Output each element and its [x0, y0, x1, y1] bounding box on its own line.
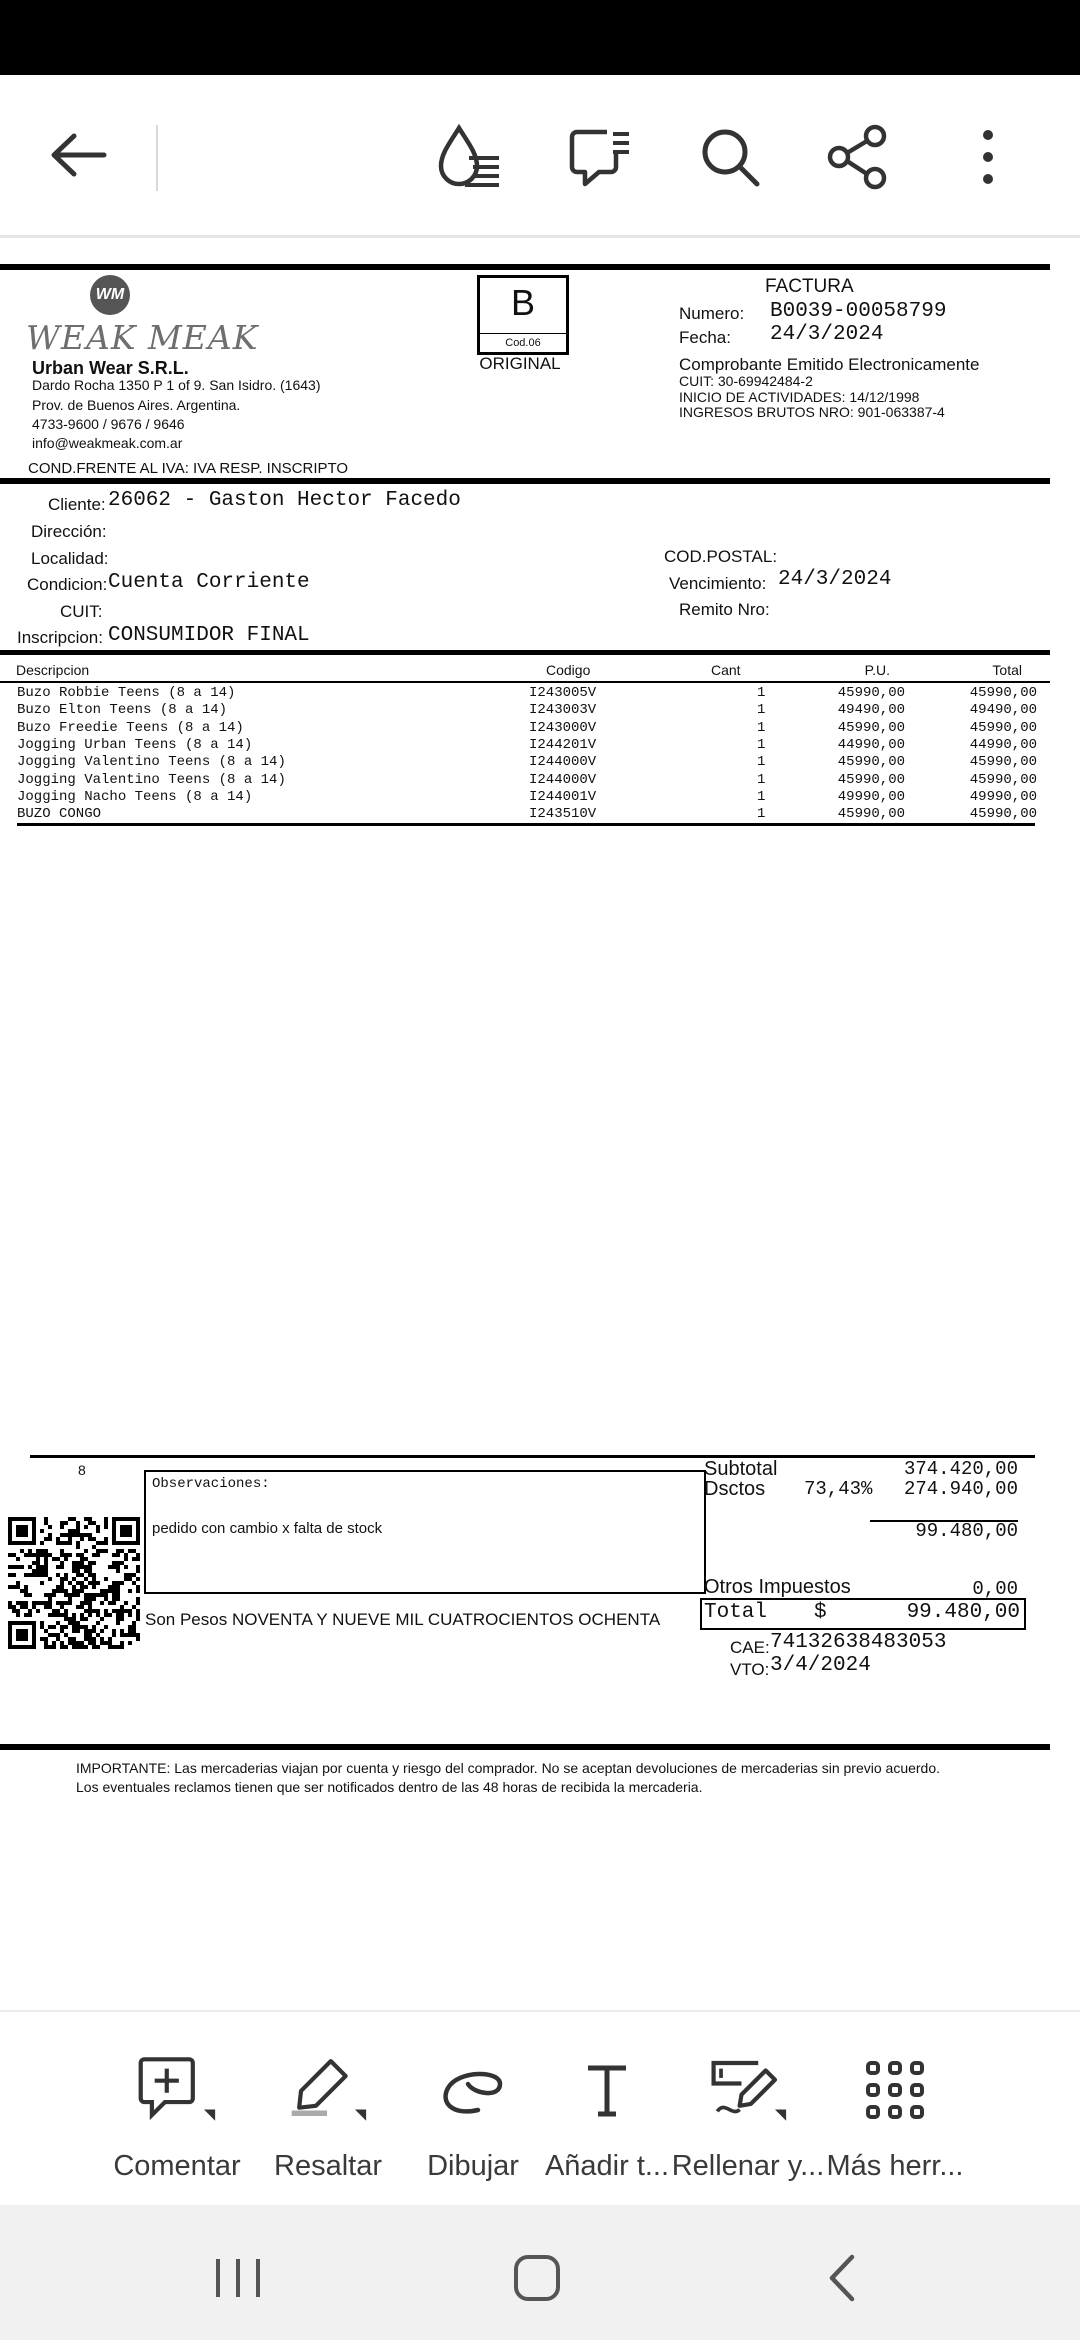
item-code: I243510V [529, 806, 597, 823]
observaciones-text: pedido con cambio x falta de stock [152, 1520, 383, 1537]
tool-rellenar-firmar[interactable] [668, 2050, 828, 2183]
item-unit-price: 45990,00 [837, 685, 905, 701]
item-total: 44990,00 [969, 736, 1037, 753]
otros-impuestos-value: 0,00 [972, 1578, 1018, 1600]
item-description: Buzo Freedie Teens (8 a 14) [17, 719, 244, 736]
company-address-2: Prov. de Buenos Aires. Argentina. [32, 397, 241, 413]
dsctos-percent: 73,43% [804, 1478, 873, 1500]
company-address-1: Dardo Rocha 1350 P 1 of 9. San Isidro. (1643) [32, 377, 321, 393]
cae-label: CAE: [730, 1638, 770, 1657]
table-row [17, 685, 1037, 702]
company-phones: 4733-9600 / 9676 / 9646 [32, 416, 185, 432]
cliente-label: Cliente: [48, 495, 106, 514]
codpostal-label: COD.POSTAL: [664, 547, 778, 566]
son-pesos-text: Son Pesos NOVENTA Y NUEVE MIL CUATROCIENTOS OCHENTA [145, 1610, 661, 1629]
invoice-number: B0039-00058799 [770, 300, 947, 323]
item-description: Jogging Valentino Teens (8 a 14) [17, 754, 286, 771]
item-unit-price: 45990,00 [837, 719, 905, 736]
fill-sign-icon [708, 2050, 788, 2130]
table-row [17, 702, 1037, 719]
tool-anadir-texto[interactable] [527, 2050, 687, 2183]
tool-dibujar-label: Dibujar [427, 2150, 519, 2182]
important-line-1: IMPORTANTE: Las mercaderias viajan por cuenta y riesgo del comprador. No se aceptan devoluciones de mercaderias sin previo acuerdo. [76, 1760, 941, 1776]
col-codigo: Codigo [546, 662, 591, 678]
total-box [700, 1598, 1026, 1630]
item-code: I243003V [529, 702, 597, 719]
item-total: 45990,00 [969, 685, 1037, 701]
condicion-label: Condicion: [27, 575, 108, 594]
inscripcion-label: Inscripcion: [17, 628, 103, 647]
item-count: 8 [78, 1462, 86, 1478]
tool-mas-herramientas-label: Más herr... [826, 2150, 964, 2182]
liquid-mode-icon[interactable] [430, 117, 510, 197]
copy-label: ORIGINAL [479, 354, 561, 373]
afip-qr-code [8, 1517, 140, 1649]
tool-anadir-texto-label: Añadir t... [544, 2150, 670, 2182]
invoice-type-letter: B [510, 282, 535, 323]
item-quantity: 1 [757, 788, 766, 805]
tool-rellenar-firmar-label: Rellenar y... [671, 2150, 825, 2182]
tool-comentar[interactable] [97, 2050, 257, 2183]
item-description: BUZO CONGO [17, 806, 102, 823]
total-value: 99.480,00 [906, 1601, 1020, 1624]
subtotal-value: 374.420,00 [903, 1458, 1018, 1480]
item-unit-price: 49990,00 [837, 788, 905, 805]
search-icon[interactable] [690, 117, 770, 197]
item-unit-price: 45990,00 [837, 771, 905, 788]
otros-impuestos-label: Otros Impuestos [704, 1576, 851, 1598]
vto-value: 3/4/2024 [770, 1654, 871, 1677]
vencimiento-value: 24/3/2024 [778, 568, 892, 591]
top-toolbar [0, 75, 1080, 238]
add-comment-icon [137, 2050, 217, 2130]
localidad-label: Localidad: [31, 549, 109, 568]
direccion-label: Dirección: [31, 522, 107, 541]
company-cuit: CUIT: 30-69942484-2 [679, 373, 813, 389]
tool-mas-herramientas[interactable] [815, 2050, 975, 2183]
item-description: Buzo Robbie Teens (8 a 14) [17, 685, 236, 701]
item-description: Jogging Urban Teens (8 a 14) [17, 736, 253, 753]
table-row [17, 771, 1037, 789]
back-arrow-icon[interactable] [38, 115, 118, 195]
important-line-2: Los eventuales reclamos tienen que ser notificados dentro de las 48 horas de recibida la mercaderia. [76, 1779, 703, 1795]
draw-icon [433, 2050, 513, 2130]
toolbar-divider [156, 125, 158, 191]
table-row [17, 806, 1037, 823]
company-iva: COND.FRENTE AL IVA: IVA RESP. INSCRIPTO [28, 460, 349, 477]
item-unit-price: 49490,00 [837, 702, 905, 719]
table-row [17, 719, 1037, 737]
net-value: 99.480,00 [915, 1520, 1018, 1542]
item-code: I244000V [529, 754, 597, 771]
col-descripcion: Descripcion [16, 662, 90, 678]
item-total: 45990,00 [969, 806, 1037, 823]
client-divider [0, 650, 1050, 655]
col-total: Total [992, 662, 1022, 678]
header-divider [0, 478, 1050, 484]
doc-title: FACTURA [765, 276, 854, 297]
item-code: I243005V [529, 685, 597, 701]
item-unit-price: 45990,00 [837, 806, 905, 823]
vencimiento-label: Vencimiento: [669, 574, 767, 593]
numero-label: Numero: [679, 304, 745, 323]
item-description: Buzo Elton Teens (8 a 14) [17, 702, 228, 719]
item-quantity: 1 [757, 736, 766, 753]
item-description: Jogging Valentino Teens (8 a 14) [17, 771, 286, 788]
comments-list-icon[interactable] [560, 117, 640, 197]
item-quantity: 1 [757, 719, 766, 736]
observaciones-box [144, 1470, 706, 1594]
item-total: 49990,00 [969, 788, 1037, 805]
dsctos-value: 274.940,00 [903, 1478, 1018, 1500]
item-quantity: 1 [757, 806, 766, 823]
tool-resaltar[interactable] [248, 2050, 408, 2183]
items-bottom-border [17, 823, 1035, 826]
item-quantity: 1 [757, 702, 766, 719]
company-name: Urban Wear S.R.L. [32, 358, 189, 378]
inscripcion-value: CONSUMIDOR FINAL [108, 624, 310, 647]
col-cant: Cant [711, 662, 741, 678]
cliente-value: 26062 - Gaston Hector Facedo [108, 489, 461, 512]
item-total: 45990,00 [969, 771, 1037, 788]
cae-value: 74132638483053 [770, 1631, 947, 1654]
remito-label: Remito Nro: [679, 600, 770, 619]
more-tools-icon [855, 2050, 935, 2130]
emitido-text: Comprobante Emitido Electronicamente [679, 355, 980, 374]
item-unit-price: 44990,00 [837, 736, 905, 753]
ingresos-brutos: INGRESOS BRUTOS NRO: 901-063387-4 [679, 404, 945, 420]
item-total: 45990,00 [969, 719, 1037, 736]
item-quantity: 1 [757, 685, 766, 701]
item-code: I243000V [529, 719, 597, 736]
table-header-divider [0, 681, 1050, 683]
pdf-page [0, 240, 1080, 2010]
system-nav-bar [0, 2205, 1080, 2340]
item-code: I244001V [529, 788, 597, 805]
table-row [17, 736, 1037, 754]
condicion-value: Cuenta Corriente [108, 571, 310, 594]
item-code: I244201V [529, 736, 597, 753]
invoice-top-border [0, 264, 1050, 270]
item-total: 45990,00 [969, 754, 1037, 771]
highlight-icon [288, 2050, 368, 2130]
footer-bottom-border [0, 1744, 1050, 1750]
dsctos-label: Dsctos [704, 1478, 766, 1500]
total-label: Total [704, 1601, 768, 1624]
cuit-label: CUIT: [60, 602, 103, 621]
add-text-icon [567, 2050, 647, 2130]
fecha-label: Fecha: [679, 328, 731, 347]
col-pu: P.U. [864, 662, 890, 678]
observaciones-label: Observaciones: [152, 1476, 270, 1492]
table-row [17, 754, 1037, 771]
item-total: 49490,00 [969, 702, 1037, 719]
item-unit-price: 45990,00 [837, 754, 905, 771]
item-quantity: 1 [757, 771, 766, 788]
back-icon[interactable] [822, 2253, 862, 2303]
inicio-actividades: INICIO DE ACTIVIDADES: 14/12/1998 [679, 389, 920, 405]
tool-comentar-label: Comentar [113, 2150, 241, 2182]
table-row [17, 788, 1037, 806]
company-logo-mark: WM [90, 275, 130, 315]
item-quantity: 1 [757, 754, 766, 771]
share-icon[interactable] [818, 117, 898, 197]
tool-resaltar-label: Resaltar [274, 2150, 382, 2182]
vto-label: VTO: [730, 1660, 770, 1679]
recent-apps-icon[interactable] [208, 2255, 268, 2301]
company-logo-text: WEAK MEAK [26, 318, 259, 357]
subtotal-label: Subtotal [704, 1458, 778, 1480]
item-description: Jogging Nacho Teens (8 a 14) [17, 788, 253, 805]
invoice-date: 24/3/2024 [770, 323, 884, 346]
invoice-type-code: Cod.06 [480, 333, 566, 352]
more-vertical-icon[interactable] [948, 117, 1028, 197]
invoice-type-box [477, 275, 569, 355]
item-code: I244000V [529, 771, 597, 788]
status-bar [0, 0, 1080, 75]
total-currency: $ [814, 1601, 827, 1624]
home-icon[interactable] [512, 2253, 562, 2303]
company-email: info@weakmeak.com.ar [32, 435, 183, 451]
